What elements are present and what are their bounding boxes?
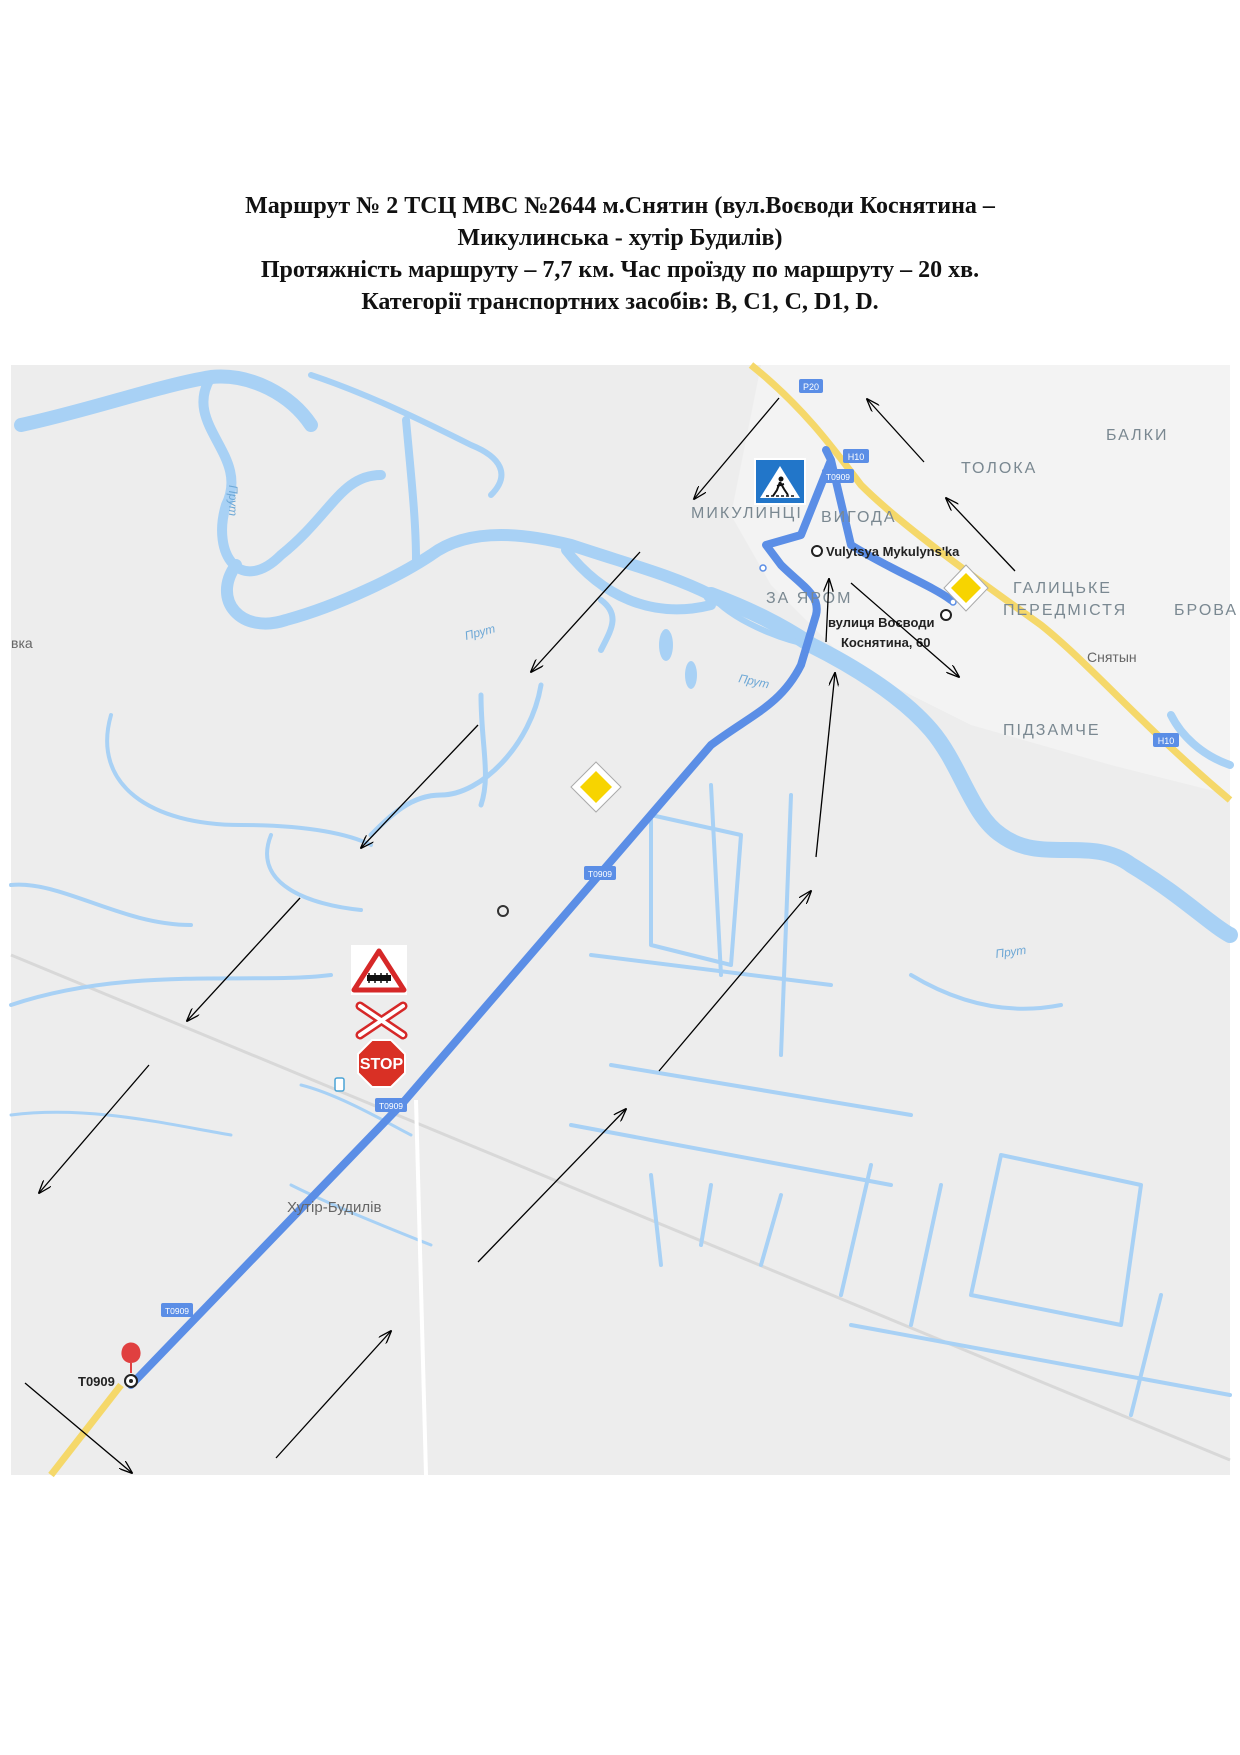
road-shield-h10 xyxy=(843,449,869,463)
place-label: МИКУЛИНЦІ xyxy=(691,505,803,522)
place-label: ПІДЗАМЧЕ xyxy=(1003,722,1101,739)
place-label: ГАЛИЦЬКЕ xyxy=(1013,580,1112,597)
svg-text:T0909: T0909 xyxy=(825,472,851,482)
svg-text:STOP: STOP xyxy=(359,1056,404,1073)
river-label: Прут xyxy=(737,671,771,692)
title-line-2: Микулинська - хутір Будилів) xyxy=(457,225,783,251)
stop-sign-icon xyxy=(358,1040,405,1087)
railway-crossing-sign-icon xyxy=(351,945,407,995)
svg-text:T0909: T0909 xyxy=(587,869,613,879)
end-stop-label: T0909 xyxy=(78,1374,115,1389)
road-shield-t0909 xyxy=(161,1303,193,1317)
road-shield-p20 xyxy=(799,379,823,393)
svg-text:H10: H10 xyxy=(847,452,865,462)
place-label: ТОЛОКА xyxy=(961,460,1038,477)
svg-text:H10: H10 xyxy=(1157,736,1175,746)
station-icon xyxy=(335,1078,344,1091)
place-label: вка xyxy=(11,635,33,651)
svg-text:T0909: T0909 xyxy=(378,1101,404,1111)
road-shield-t0909 xyxy=(822,469,854,483)
place-label: ПЕРЕДМІСТЯ xyxy=(1003,602,1128,619)
stop-marker[interactable] xyxy=(812,546,822,556)
route-vertex xyxy=(760,565,766,571)
place-label: Снятын xyxy=(1087,649,1137,665)
pedestrian-crossing-sign-icon xyxy=(755,459,805,504)
svg-text:P20: P20 xyxy=(802,382,820,392)
stop-marker[interactable] xyxy=(941,610,951,620)
stop-label: Коснятина, 60 xyxy=(841,635,931,650)
route-map[interactable] xyxy=(11,365,1239,1475)
pin-icon[interactable] xyxy=(121,1343,140,1364)
title-line-1: Маршрут № 2 ТСЦ МВС №2644 м.Снятин (вул.Воєводи Коснятина – xyxy=(245,193,995,219)
road-shield-h10-right xyxy=(1153,733,1179,747)
river-label: Прут xyxy=(226,485,240,516)
river-label: Прут xyxy=(463,621,497,643)
route-title xyxy=(120,190,1120,318)
title-line-4: Категорії транспортних засобів: B, C1, C, D1, D. xyxy=(361,289,879,315)
village-label: Хутір-Будилів xyxy=(287,1199,382,1216)
lake xyxy=(685,661,697,689)
river-label: Прут xyxy=(994,942,1028,961)
place-label: БРОВА xyxy=(1174,602,1239,619)
lake xyxy=(659,629,673,661)
title-line-3: Протяжність маршруту – 7,7 км. Час проїзду по маршруту – 20 хв. xyxy=(260,257,980,283)
svg-text:T0909: T0909 xyxy=(164,1306,190,1316)
road-shield-t0909 xyxy=(375,1098,407,1112)
place-label: БАЛКИ xyxy=(1106,427,1169,444)
road-shield-t0909 xyxy=(584,866,616,880)
stop-label: Vulytsya Mykulyns'ka xyxy=(826,544,960,559)
map-canvas[interactable] xyxy=(11,365,1239,1475)
end-stop-dot xyxy=(129,1379,133,1383)
place-label: ЗА ЯРОМ xyxy=(766,590,853,607)
stop-label: вулиця Воєводи xyxy=(828,615,935,630)
place-label: ВИГОДА xyxy=(821,509,897,526)
